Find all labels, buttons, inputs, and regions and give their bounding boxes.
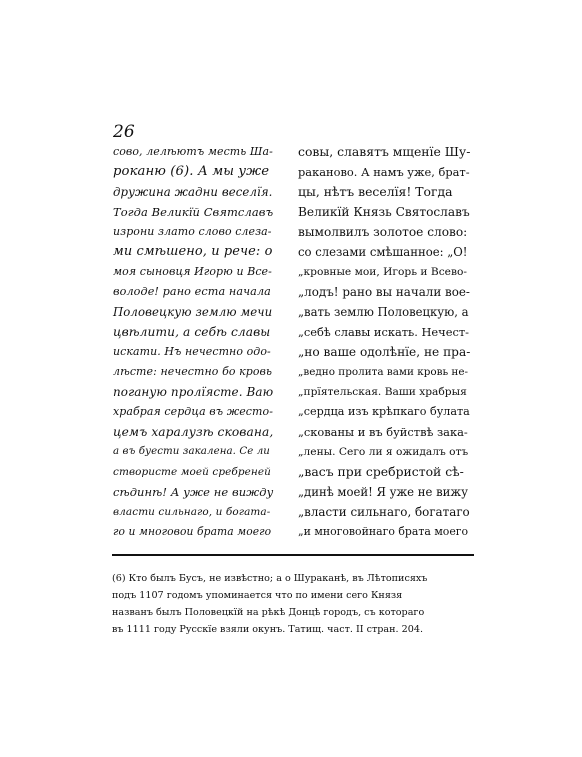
left-line: цемъ харалузѣ скована, [113, 425, 274, 439]
right-line: „и многовойнаго брата моего [298, 525, 469, 538]
left-line: лѣсте: нечестно бо кровь [113, 365, 273, 378]
left-line: створисте моей сребреней [113, 466, 272, 478]
footnote-divider [112, 554, 474, 556]
left-line: а въ буести закалена. Се ли [113, 446, 270, 457]
left-line: ми смѣшено, и рече: о [113, 244, 273, 259]
page-number: 26 [113, 122, 135, 142]
footnote-line: названъ былъ Половецкїй на рѣкѣ Донцѣ городъ, съ котораго [112, 607, 425, 618]
left-line: цвѣлити, а себѣ славы [113, 325, 271, 339]
right-line: „но ваше одолѣнїе, не пра- [298, 345, 471, 359]
left-line: Половецкую землю мечи [113, 305, 273, 319]
left-line: поганую пролїясте. Ваю [113, 385, 274, 399]
left-line: моя сыновця Игорю и Все- [113, 265, 272, 278]
left-line: володе! рано еста начала [113, 285, 271, 298]
right-line: „динѣ моей! Я уже не вижу [298, 485, 468, 499]
left-line: го и многовои брата моего [113, 525, 272, 538]
right-line: со слезами смѣшанное: „О! [298, 245, 468, 259]
right-line: цы, нѣтъ веселїя! Тогда [298, 184, 453, 199]
right-line: „ведно пролита вами кровь не- [298, 366, 469, 378]
footnote-line: подъ 1107 годомъ упоминается что по имени сего Князя [112, 590, 403, 601]
right-line: раканово. А намъ уже, брат- [298, 165, 470, 179]
right-line: вымолвилъ золотое слово: [298, 225, 468, 239]
left-line: сѣдинѣ! А уже не вижду [113, 485, 274, 499]
left-line: Тогда Великїй Святславъ [113, 205, 274, 219]
left-line: дружина жадни веселїя. [113, 185, 273, 199]
right-line: „лодъ! рано вы начали вое- [298, 285, 470, 299]
right-line: Великїй Князь Святославъ [298, 205, 470, 219]
right-line: „кровные мои, Игорь и Всево- [298, 265, 467, 278]
right-line: „вать землю Половецкую, а [298, 305, 469, 319]
right-line: совы, славятъ мщенїе Шу- [298, 144, 471, 159]
left-line: власти сильнаго, и богата- [113, 506, 271, 518]
right-line: „скованы и въ буйствѣ зака- [298, 425, 468, 439]
left-line: сово, лелѣютъ месть Ша- [113, 145, 273, 158]
footnote-line: (6) Кто былъ Бусъ, не извѣстно; а о Шураканѣ, въ Лѣтописяхъ [112, 573, 428, 584]
right-line: „себѣ славы искать. Нечест- [298, 325, 469, 339]
left-line: роканю (6). А мы уже [113, 164, 270, 179]
right-line: „васъ при сребристой сѣ- [298, 464, 464, 479]
left-line: изрони злато слово слеза- [113, 225, 272, 238]
left-line: искати. Нъ нечестно одо- [113, 345, 271, 358]
right-line: „сердца изъ крѣпкаго булата [298, 405, 470, 418]
right-line: „лены. Сего ли я ожидалъ отъ [298, 445, 469, 458]
left-line: храбрая сердца въ жесто- [113, 405, 273, 418]
footnote-line: въ 1111 году Русскїе взяли окунъ. Татищ. част. II стран. 204. [112, 624, 424, 635]
right-line: „власти сильнаго, богатаго [298, 505, 470, 519]
right-line: „прїятельская. Ваши храбрыя [298, 385, 467, 398]
